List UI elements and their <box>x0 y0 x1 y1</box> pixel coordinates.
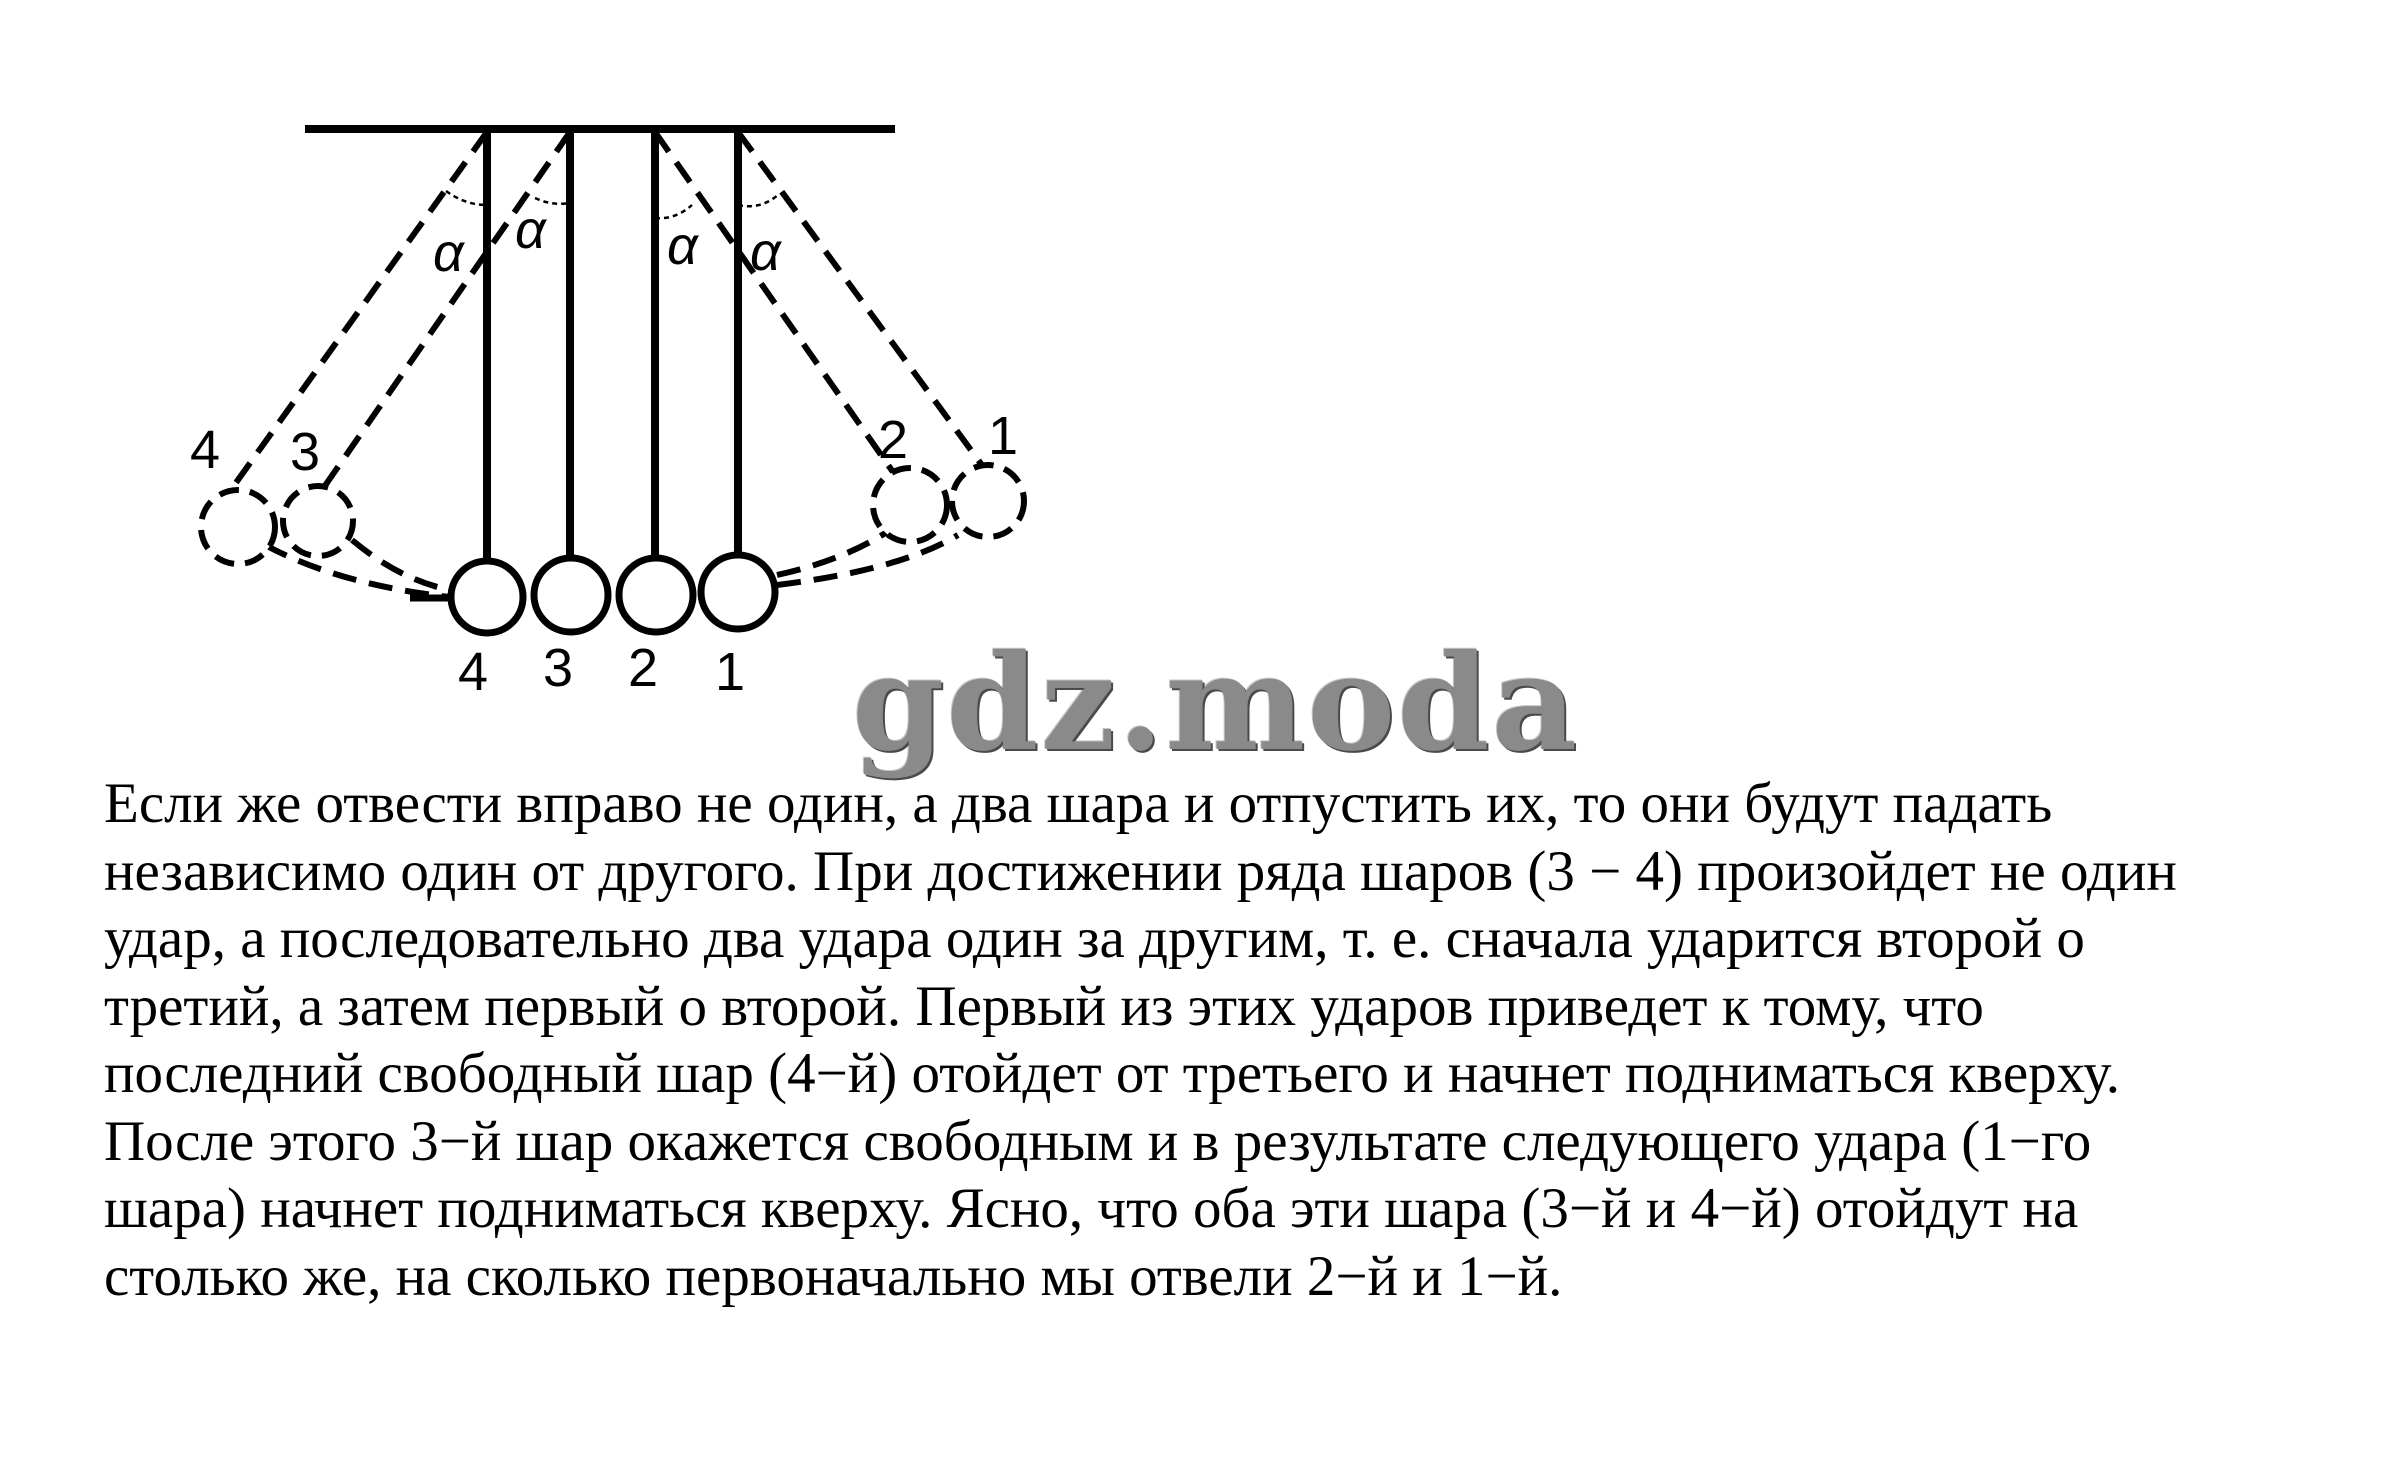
deflected-label-4: 4 <box>190 420 221 480</box>
watermark: gdz.moda <box>852 626 1580 781</box>
angle-label: α <box>433 223 464 283</box>
angle-label: α <box>515 200 546 260</box>
text-line: независимо один от другого. При достижении ряда шаров (3 − 4) произойдет не один <box>104 839 2177 903</box>
swing-arc-left-inner <box>352 540 450 590</box>
rest-label-1: 1 <box>715 642 746 702</box>
angle-arc <box>446 191 487 205</box>
ball-3 <box>534 558 608 632</box>
text-line: столько же, на сколько первоначально мы отвели 2−й и 1−й. <box>104 1244 1563 1308</box>
text-line: После этого 3−й шар окажется свободным и в результате следующего удара (1−го <box>104 1109 2092 1173</box>
pendulum-diagram <box>0 0 1100 720</box>
deflected-ball-3 <box>283 486 353 556</box>
angle-label: α <box>750 222 781 282</box>
text-line: третий, а затем первый о второй. Первый из этих ударов приведет к тому, что <box>104 974 1984 1038</box>
angle-arc <box>738 195 778 206</box>
rest-label-2: 2 <box>628 638 659 698</box>
angle-label: α <box>667 216 698 276</box>
deflected-label-3: 3 <box>290 422 321 482</box>
rest-label-4: 4 <box>458 642 489 702</box>
deflected-label-1: 1 <box>988 406 1019 466</box>
ball-4 <box>451 561 523 633</box>
explanation-text <box>104 770 2374 1310</box>
deflected-label-2: 2 <box>878 410 909 470</box>
text-line: Если же отвести вправо не один, а два шара и отпустить их, то они будут падать <box>104 772 2053 835</box>
deflected-ball-1 <box>952 465 1024 537</box>
text-line: последний свободный шар (4−й) отойдет от третьего и начнет подниматься кверху. <box>104 1042 2121 1105</box>
swing-arc-left <box>265 545 450 597</box>
deflected-string-3 <box>322 132 570 490</box>
rest-label-3: 3 <box>543 638 574 698</box>
text-line: удар, а последовательно два удара один за другим, т. е. сначала ударится второй о <box>104 907 2085 970</box>
deflected-string-2 <box>655 132 900 482</box>
text-line: шара) начнет подниматься кверху. Ясно, что оба эти шара (3−й и 4−й) отойдут на <box>104 1177 2079 1240</box>
deflected-ball-2 <box>873 468 947 542</box>
ball-1 <box>701 555 775 629</box>
ball-2 <box>619 558 693 632</box>
deflected-ball-4 <box>201 490 275 564</box>
